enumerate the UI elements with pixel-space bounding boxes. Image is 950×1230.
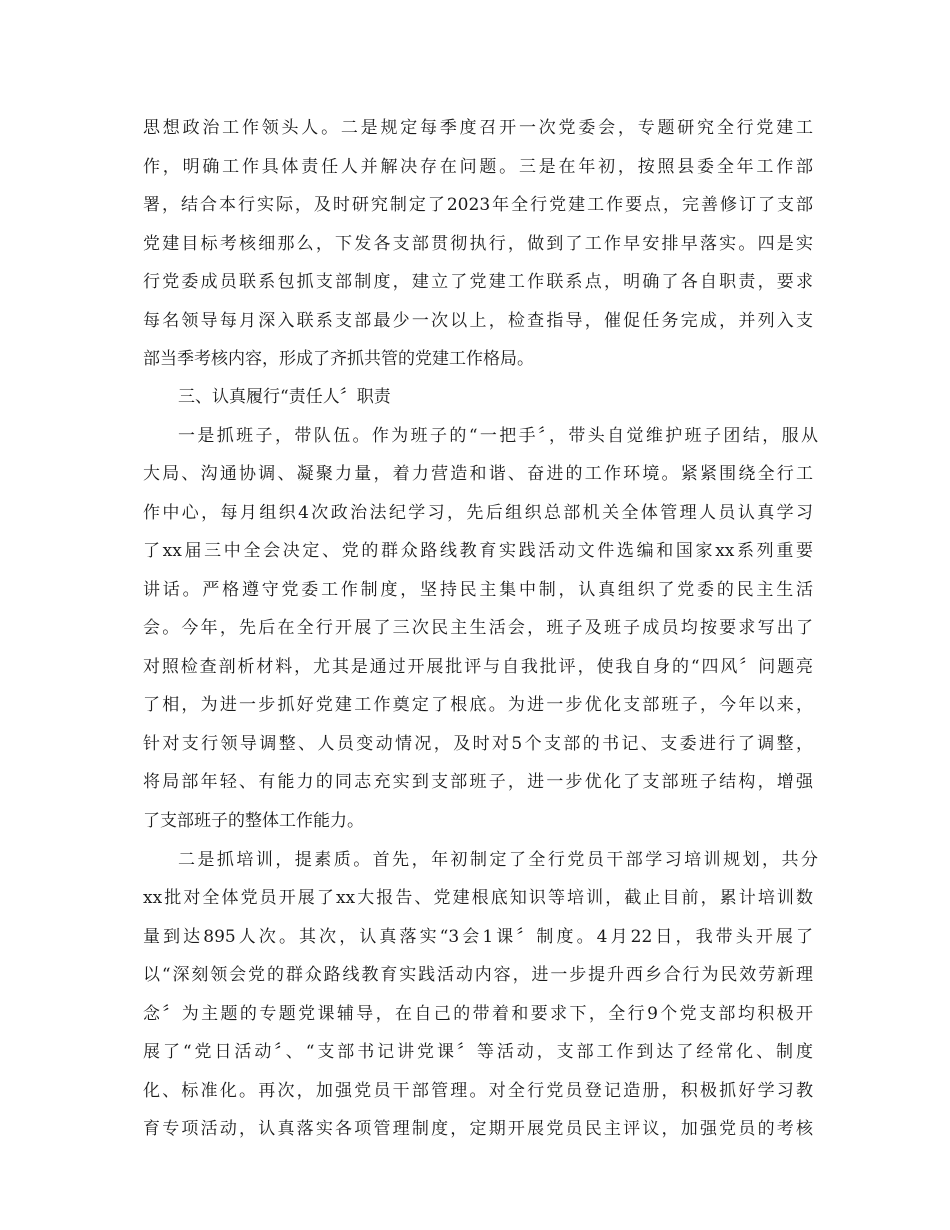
- text-line: 了xx届三中全会决定、党的群众路线教育实践活动文件选编和国家xx系列重要: [143, 541, 813, 561]
- text-line: 行党委成员联系包抓支部制度，建立了党建工作联系点，明确了各自职责，要求: [143, 272, 813, 292]
- text-line: 化、标准化。再次，加强党员干部管理。对全行党员登记造册，积极抓好学习教: [143, 1081, 813, 1101]
- text-line: 了相，为进一步抓好党建工作奠定了根底。为进一步优化支部班子，今年以来，: [143, 695, 813, 715]
- text-line: 作中心，每月组织4次政治法纪学习，先后组织总部机关全体管理人员认真学习: [143, 503, 813, 523]
- text-line: 作，明确工作具体责任人并解决存在问题。三是在年初，按照县委全年工作部: [143, 157, 813, 177]
- section-heading: 三、认真履行“责任人〞职责: [178, 387, 391, 407]
- text-line: 针对支行领导调整、人员变动情况，及时对5个支部的书记、支委进行了调整，: [143, 734, 813, 754]
- text-line: 量到达895人次。其次，认真落实“3会1课〞制度。4月22日，我带头开展了: [143, 927, 813, 947]
- text-line: 二是抓培训，提素质。首先，年初制定了全行党员干部学习培训规划，共分: [178, 850, 818, 870]
- text-line: 讲话。严格遵守党委工作制度，坚持民主集中制，认真组织了党委的民主生活: [143, 580, 813, 600]
- text-line: 育专项活动，认真落实各项管理制度，定期开展党员民主评议，加强党员的考核: [143, 1119, 813, 1139]
- text-line: 了支部班子的整体工作能力。: [143, 811, 364, 831]
- text-line: 会。今年，先后在全行开展了三次民主生活会，班子及班子成员均按要求写出了: [143, 618, 813, 638]
- text-line: 署，结合本行实际，及时研究制定了2023年全行党建工作要点，完善修订了支部: [143, 195, 813, 215]
- text-line: 将局部年轻、有能力的同志充实到支部班子，进一步优化了支部班子结构，增强: [143, 772, 813, 792]
- text-line: 展了“党日活动〞、“支部书记讲党课〞等活动，支部工作到达了经常化、制度: [143, 1042, 813, 1062]
- text-line: 大局、沟通协调、凝聚力量，着力营造和谐、奋进的工作环境。紧紧围绕全行工: [143, 464, 813, 484]
- text-line: 每名领导每月深入联系支部最少一次以上，检查指导，催促任务完成，并列入支: [143, 311, 813, 331]
- text-line: 部当季考核内容，形成了齐抓共管的党建工作格局。: [143, 349, 534, 369]
- text-line: 对照检查剖析材料，尤其是通过开展批评与自我批评，使我自身的“四风〞问题亮: [143, 657, 813, 677]
- text-line: 思想政治工作领头人。二是规定每季度召开一次党委会，专题研究全行党建工: [143, 118, 813, 138]
- text-line: 以“深刻领会党的群众路线教育实践活动内容，进一步提升西乡合行为民效劳新理: [143, 965, 813, 985]
- text-line: 念〞为主题的专题党课辅导，在自己的带着和要求下，全行9个党支部均积极开: [143, 1004, 813, 1024]
- text-line: 党建目标考核细那么，下发各支部贯彻执行，做到了工作早安排早落实。四是实: [143, 234, 813, 254]
- text-line: xx批对全体党员开展了xx大报告、党建根底知识等培训，截止目前，累计培训数: [143, 888, 813, 908]
- text-line: 一是抓班子，带队伍。作为班子的“一把手〞，带头自觉维护班子团结，服从: [178, 426, 818, 446]
